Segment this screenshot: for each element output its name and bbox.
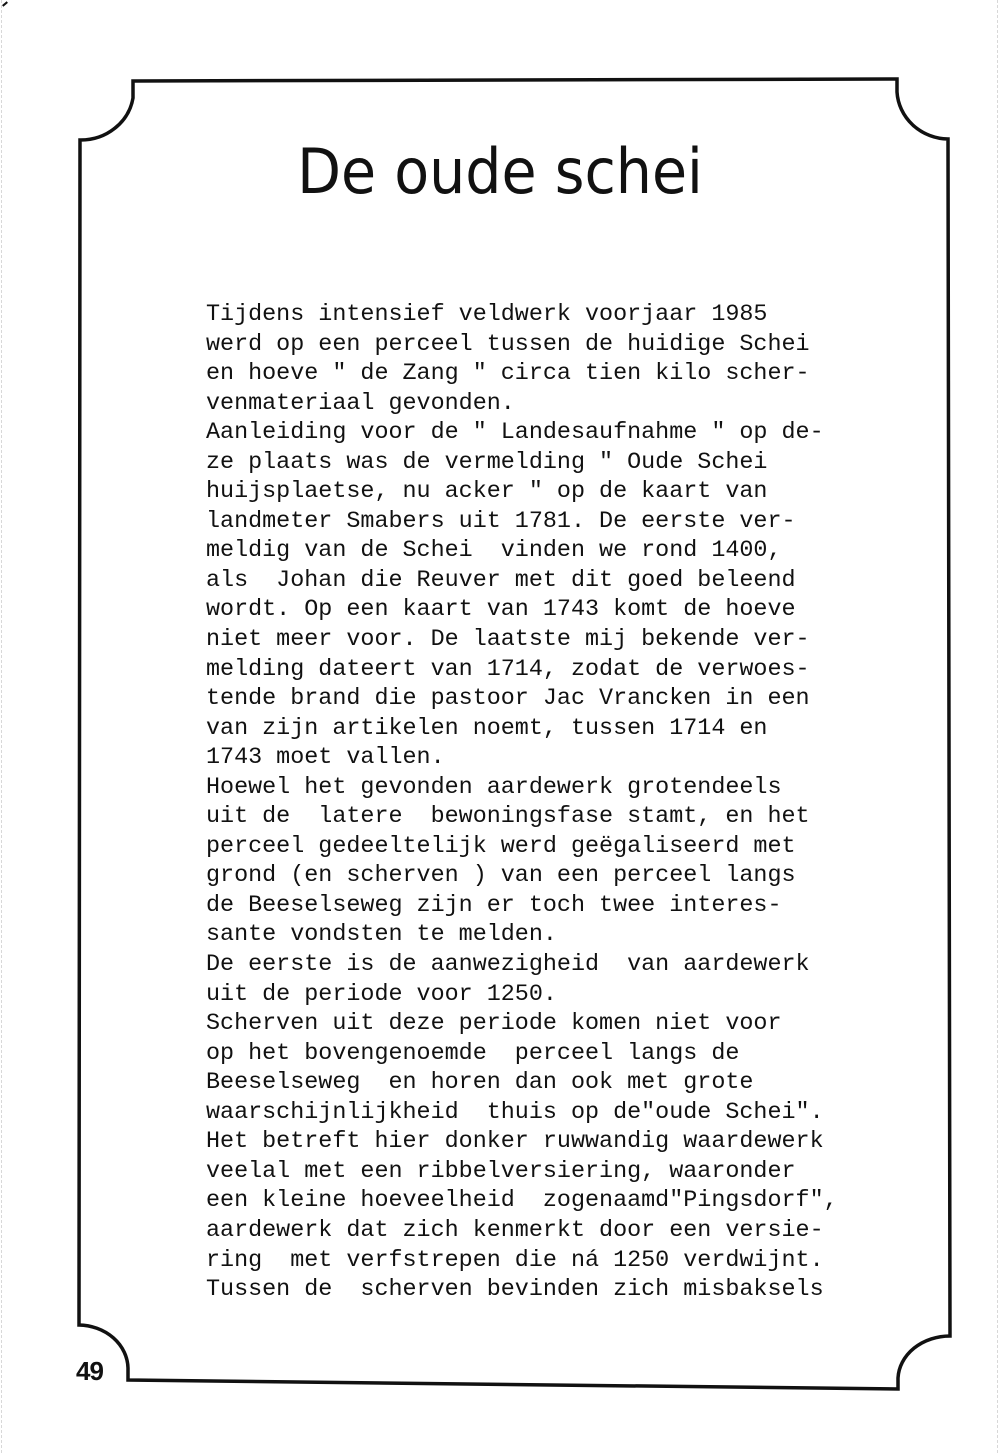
body-line: aardewerk dat zich kenmerkt door een versie- [206, 1217, 824, 1244]
body-line: ring met verfstrepen die ná 1250 verdwijnt. [206, 1247, 824, 1274]
body-line: sante vondsten te melden. [206, 922, 557, 949]
body-line: Aanleiding voor de " Landesaufnahme " op de- [206, 420, 824, 447]
body-line: De eerste is de aanwezigheid van aardewerk [206, 952, 810, 979]
body-line: tende brand die pastoor Jac Vrancken in een [206, 686, 810, 713]
body-line: Het betreft hier donker ruwwandig waardewerk [206, 1129, 824, 1156]
body-line: perceel gedeeltelijk werd geëgaliseerd met [206, 833, 796, 860]
body-line: venmateriaal gevonden. [206, 390, 515, 417]
body-line: waarschijnlijkheid thuis op de"oude Schei". [206, 1099, 824, 1126]
body-line: niet meer voor. De laatste mij bekende ver- [206, 627, 810, 654]
body-line: als Johan die Reuver met dit goed beleend [206, 567, 796, 594]
body-line: wordt. Op een kaart van 1743 komt de hoeve [206, 597, 796, 624]
body-line: Hoewel het gevonden aardewerk grotendeels [206, 774, 782, 801]
body-line: een kleine hoeveelheid zogenaamd"Pingsdorf", [206, 1188, 838, 1215]
body-line: werd op een perceel tussen de huidige Schei [206, 331, 810, 358]
page-title: De oude schei [297, 135, 703, 208]
body-line: en hoeve " de Zang " circa tien kilo scher- [206, 361, 810, 388]
body-text [206, 301, 926, 1306]
body-line: huijsplaetse, nu acker " op de kaart van [206, 479, 768, 506]
body-line: Tijdens intensief veldwerk voorjaar 1985 [206, 302, 768, 328]
page-number: 49 [76, 1356, 103, 1386]
body-line: grond (en scherven ) van een perceel langs [206, 863, 796, 890]
body-line: Tussen de scherven bevinden zich misbaksels [206, 1277, 824, 1304]
body-line: van zijn artikelen noemt, tussen 1714 en [206, 715, 768, 742]
body-line: ze plaats was de vermelding " Oude Schei [206, 449, 768, 476]
body-line: melding dateert van 1714, zodat de verwoes- [206, 656, 810, 683]
body-line: landmeter Smabers uit 1781. De eerste ver- [206, 508, 796, 535]
body-line: op het bovengenoemde perceel langs de [206, 1040, 740, 1067]
body-line: veelal met een ribbelversiering, waaronder [206, 1158, 796, 1185]
body-line: uit de periode voor 1250. [206, 981, 557, 1008]
body-line: uit de latere bewoningsfase stamt, en het [206, 804, 810, 831]
body-line: de Beeselseweg zijn er toch twee interes- [206, 892, 782, 919]
body-line: Beeselseweg en horen dan ook met grote [206, 1070, 754, 1097]
body-line: Scherven uit deze periode komen niet voor [206, 1011, 782, 1038]
body-line: meldig van de Schei vinden we rond 1400, [206, 538, 782, 565]
body-line: 1743 moet vallen. [206, 745, 445, 772]
